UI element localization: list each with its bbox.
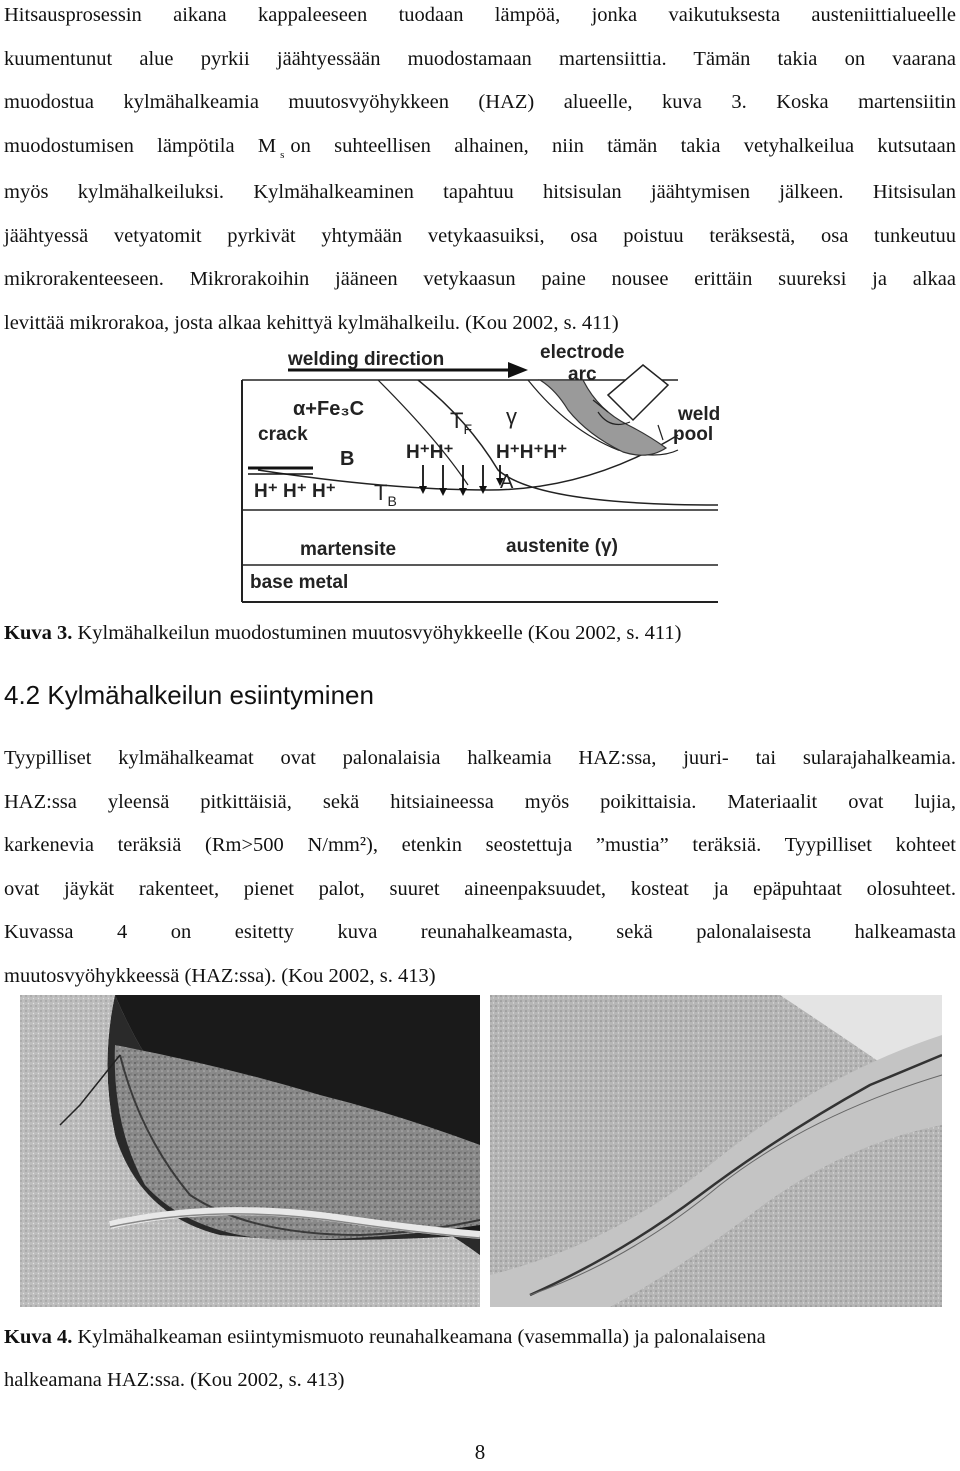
label-a: A (500, 471, 514, 493)
figure-3-caption (4, 612, 681, 655)
caption-label: Kuva 3. (4, 622, 73, 644)
hydrogen-arrows (423, 465, 500, 490)
text-line: muodostua kylmähalkeamia muutosvyöhykkeen (HAZ) alueelle, kuva 3. Koska martensiitin (4, 91, 956, 113)
label-pool: pool (673, 424, 714, 445)
text-fragment: muodostumisen lämpötila M (4, 134, 277, 157)
text-line: kuumentunut alue pyrkii jäähtyessään muodostamaan martensiittia. Tämän takia on vaarana (4, 47, 956, 70)
text-line (4, 125, 956, 172)
text-line: HAZ:ssa yleensä pitkittäisiä, sekä hitsiaineessa myös poikittaisia. Materiaalit ovat lujia, (4, 790, 956, 813)
label-b: B (340, 448, 355, 470)
label-welding-direction: welding direction (288, 349, 445, 370)
text-line: Hitsausprosessin aikana kappaleeseen tuodaan lämpöä, jonka vaikutuksesta austeniittialueelle (4, 4, 956, 26)
label-tb (374, 480, 397, 509)
text-line: ovat jäykät rakenteet, pienet palot, suuret aineenpaksuudet, kosteat ja epäpuhtaat olosuhteet. (4, 877, 956, 900)
hydrogen-arrow-heads (419, 478, 504, 496)
text-line: myös kylmähalkeiluksi. Kylmähalkeaminen tapahtuu hitsisulan jäähtymisen jälkeen. Hitsisulan (4, 181, 956, 203)
text-fragment: on suhteellisen alhainen, niin tämän takia vetyhalkeilua kutsutaan (290, 134, 956, 157)
section-heading: 4.2 Kylmähalkeilun esiintyminen (4, 680, 374, 710)
label-austenite: austenite (γ) (506, 536, 618, 557)
caption-text: Kylmähalkeaman esiintymismuoto reunahalkeamana (vasemmalla) ja palonalaisena (72, 1326, 766, 1348)
figure-4-left-micrograph (20, 995, 480, 1307)
label-gamma: γ (506, 404, 517, 429)
label-h-ions-mid: H⁺H⁺ (406, 442, 454, 463)
figure-4-caption (4, 1316, 766, 1402)
weld-pool-pointer (658, 425, 663, 440)
text-line: jäähtyessä vetyatomit pyrkivät yhtymään vetykaasuiksi, osa poistuu teräksestä, osa tunkeutuu (4, 224, 956, 247)
label-electrode: electrode (540, 342, 625, 363)
text-line: levittää mikrorakoa, josta alkaa kehittyä kylmähalkeilu. (Kou 2002, s. 411) (4, 311, 619, 334)
label-tf-sub: F (463, 421, 473, 437)
label-tb-sub: B (387, 493, 397, 509)
label-arc: arc (568, 364, 597, 385)
text-line: muutosvyöhykkeessä (HAZ:ssa). (Kou 2002, s. 413) (4, 964, 436, 987)
paragraph-intro (4, 0, 956, 345)
label-alpha-fe3c: α+Fe₃C (293, 398, 365, 420)
label-weld: weld (678, 404, 721, 425)
label-crack: crack (258, 424, 308, 445)
label-h-ions-left: H⁺ H⁺ H⁺ (254, 481, 336, 502)
text-line: karkenevia teräksiä (Rm>500 N/mm²), etenkin seostettuja ”mustia” teräksiä. Tyypilliset kohteet (4, 834, 956, 856)
caption-label: Kuva 4. (4, 1326, 73, 1348)
label-h-ions-right: H⁺H⁺H⁺ (496, 442, 568, 463)
direction-arrow-head (508, 362, 528, 378)
label-tf-main: T (450, 408, 464, 433)
text-line: mikrorakenteeseen. Mikrorakoihin jääneen vetykaasun paine nousee erittäin suureksi ja alkaa (4, 268, 956, 290)
label-base-metal: base metal (250, 572, 349, 593)
label-tb-main: T (374, 480, 388, 505)
text-line: Tyypilliset kylmähalkeamat ovat palonalaisia halkeamia HAZ:ssa, juuri- tai sularajahalkeamia. (4, 747, 956, 769)
figure-4-right-micrograph (490, 995, 942, 1307)
figure-3-diagram (238, 340, 723, 605)
paragraph-cold-cracking (4, 737, 956, 998)
label-tf (450, 408, 472, 437)
page-number: 8 (474, 1440, 486, 1464)
electrode-shape (608, 365, 668, 420)
caption-text-2: halkeamana HAZ:ssa. (Kou 2002, s. 413) (4, 1369, 345, 1391)
subscript: s (280, 148, 285, 161)
label-martensite: martensite (300, 539, 397, 560)
caption-text: Kylmähalkeilun muodostuminen muutosvyöhykkeelle (Kou 2002, s. 411) (72, 622, 682, 644)
text-line: Kuvassa 4 on esitetty kuva reunahalkeamasta, sekä palonalaisesta halkeamasta (4, 921, 956, 943)
